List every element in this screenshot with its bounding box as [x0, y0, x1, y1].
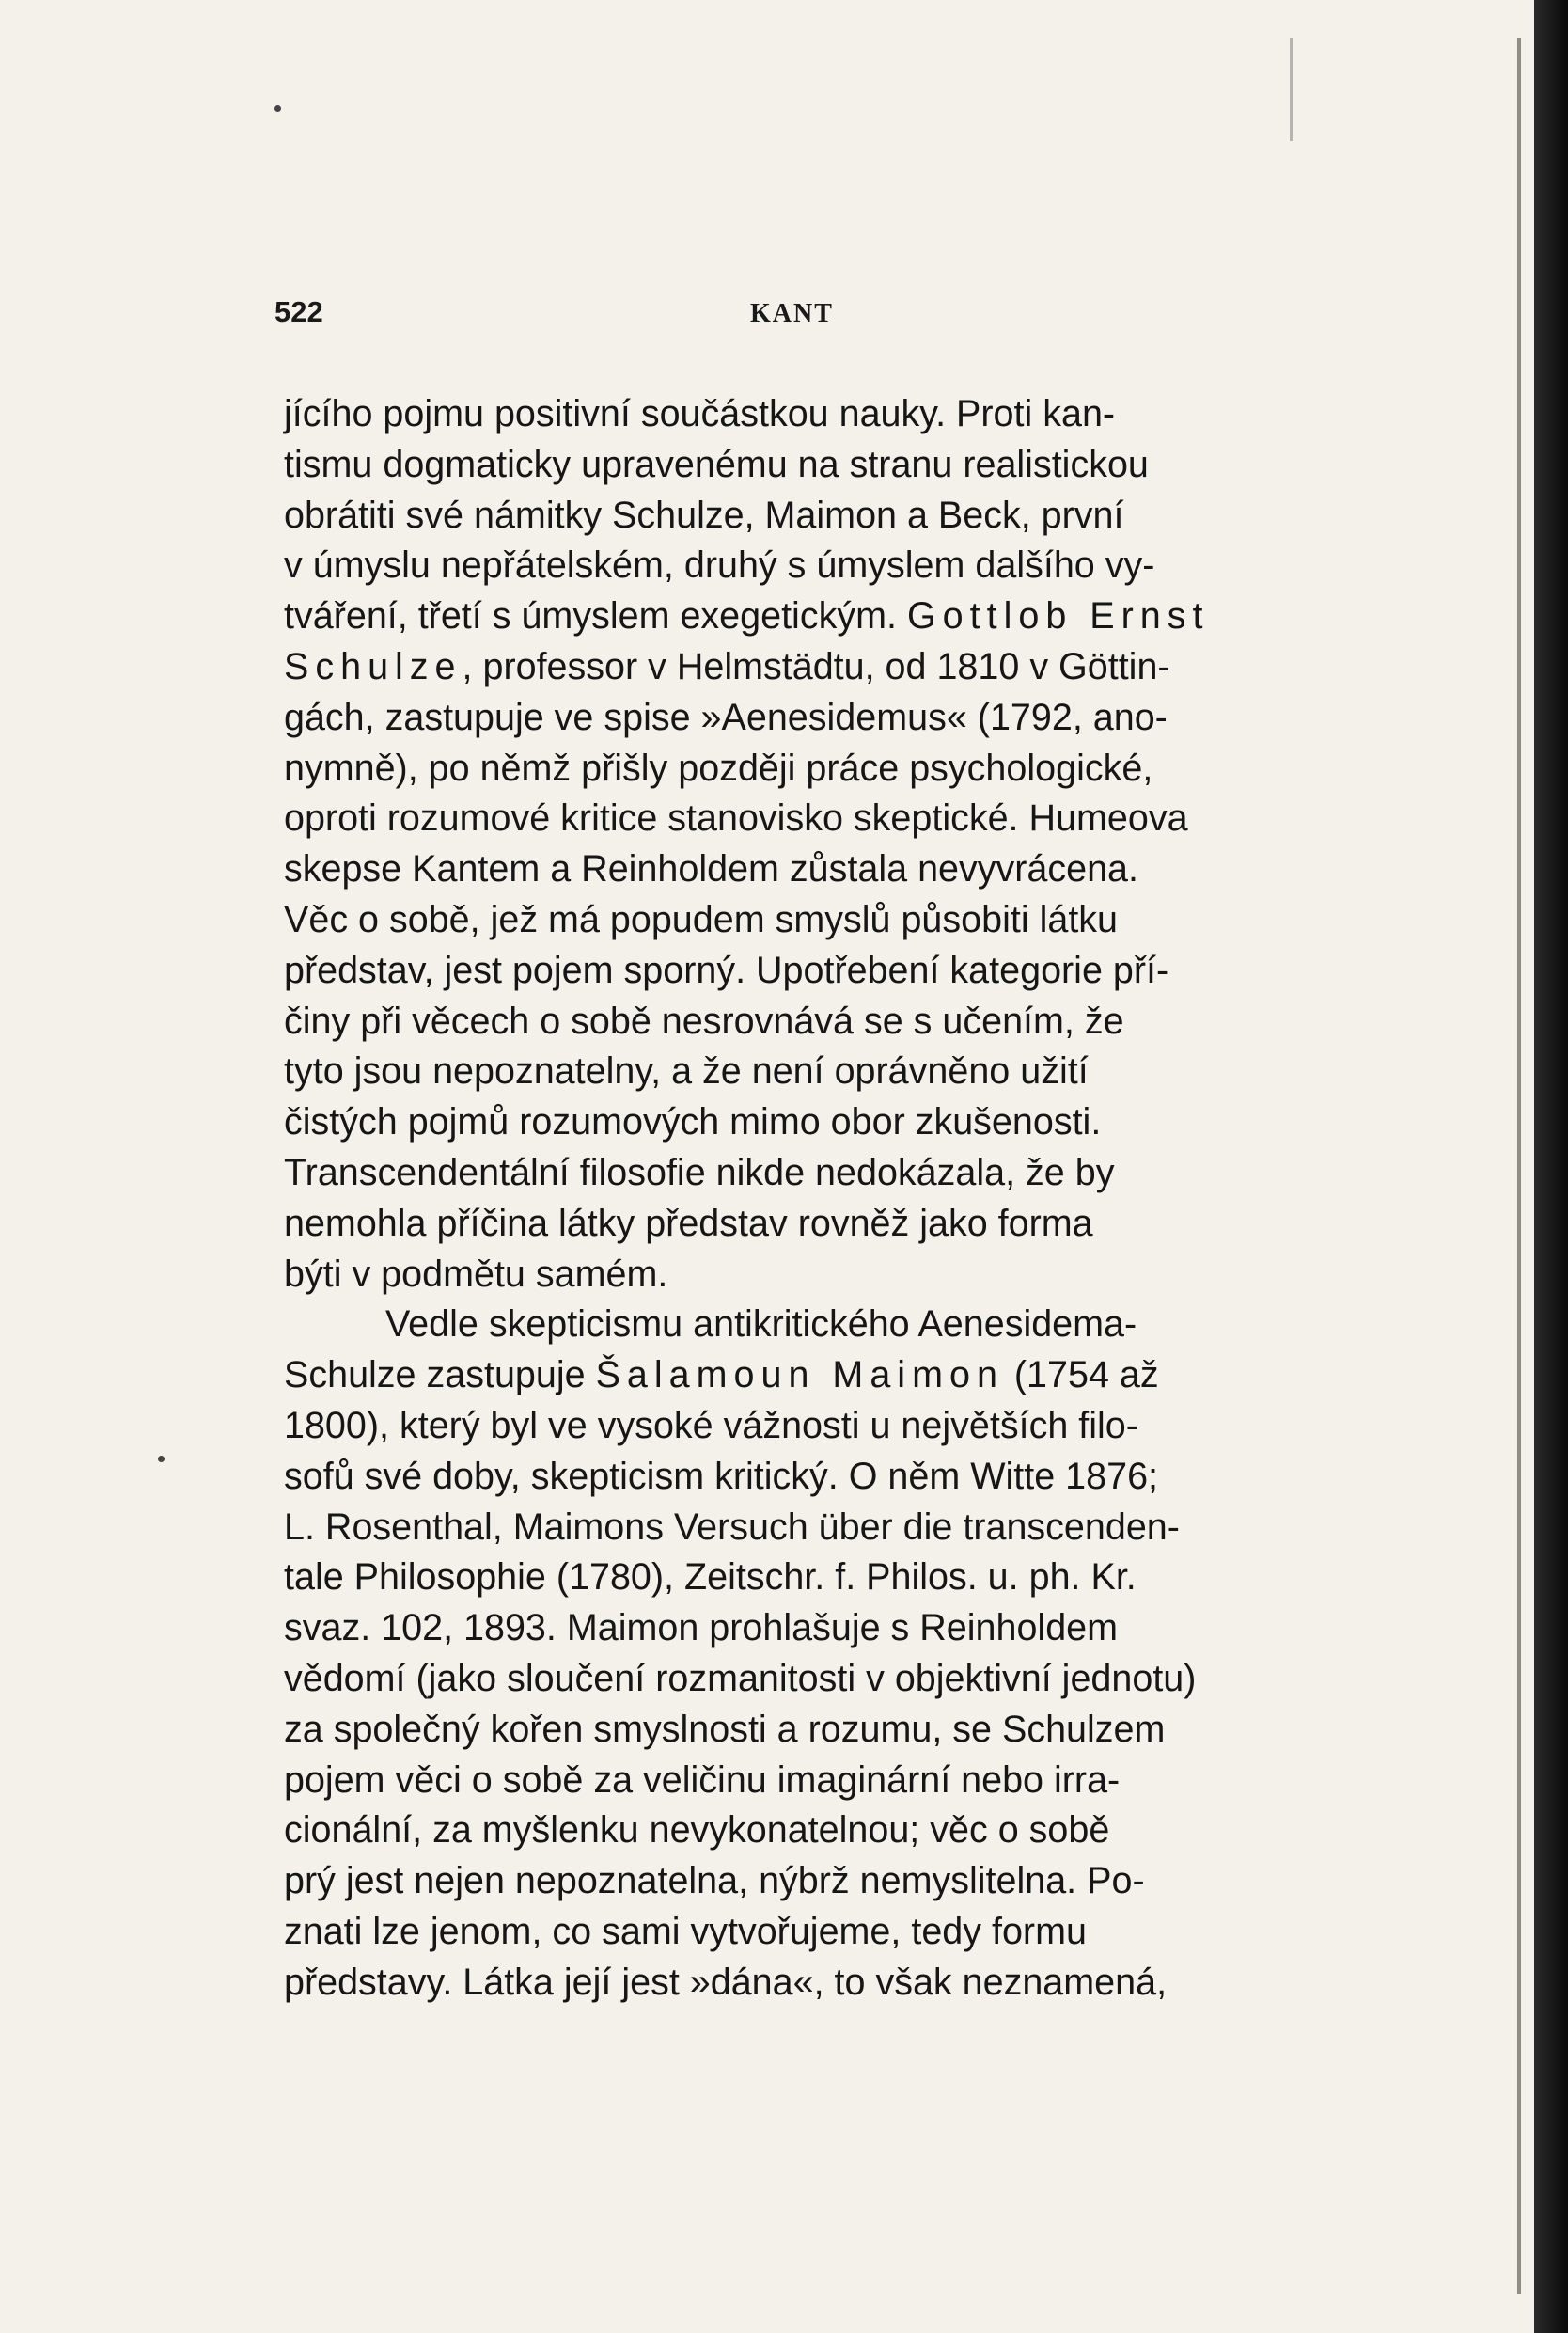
text-segment: (1754 až [1013, 1354, 1159, 1396]
text-line: cionální, za myšlenku nevykonatelnou; věc o sobě [284, 1809, 1110, 1852]
text-line: za společný kořen smyslnosti a rozumu, se Schulzem [284, 1708, 1166, 1750]
text-line: obrátiti své námitky Schulze, Maimon a Beck, první [284, 494, 1124, 536]
text-segment: tváření, třetí s úmyslem exegetickým. [284, 595, 897, 638]
person-name-gottlob-ernst: Gottlob Ernst [906, 595, 1210, 638]
text-line: Transcendentální filosofie nikde nedokázala, že by [284, 1151, 1115, 1193]
text-line: skepse Kantem a Reinholdem zůstala nevyvrácena. [284, 848, 1139, 891]
text-line: svaz. 102, 1893. Maimon prohlašuje s Reinholdem [284, 1607, 1119, 1649]
running-title: KANT [750, 299, 834, 328]
body-text [284, 389, 1324, 2009]
text-line: pojem věci o sobě za veličinu imaginární nebo irra- [284, 1758, 1121, 1801]
text-line: představy. Látka její jest »dána«, to však neznamená, [284, 1961, 1168, 2003]
page-number: 522 [274, 295, 323, 328]
text-line: býti v podmětu samém. [284, 1253, 668, 1295]
text-line: činy při věcech o sobě nesrovnává se s učením, že [284, 1000, 1124, 1042]
person-name-schulze: Schulze [284, 645, 463, 687]
text-line: nemohla příčina látky představ rovněž jako forma [284, 1202, 1093, 1244]
text-line [284, 1350, 1324, 1401]
text-line: 1800), který byl ve vysoké vážnosti u největších filo- [284, 1404, 1138, 1446]
text-line: gách, zastupuje ve spise »Aenesidemus« (1792, ano- [284, 696, 1168, 738]
page-edge-shadow [1517, 38, 1521, 2294]
paragraph-first-line: Vedle skepticismu antikritického Aenesidema- [385, 1303, 1137, 1346]
text-line [284, 591, 1324, 642]
scan-speck [158, 1456, 165, 1462]
text-line: prý jest nejen nepoznatelna, nýbrž nemyslitelna. Po- [284, 1860, 1145, 1902]
text-line: jícího pojmu positivní součástkou nauky. Proti kan- [284, 393, 1116, 434]
text-line: čistých pojmů rozumových mimo obor zkušenosti. [284, 1101, 1102, 1143]
text-line: tismu dogmaticky upravenému na stranu realistickou [284, 443, 1149, 485]
text-line: sofů své doby, skepticism kritický. O něm Witte 1876; [284, 1455, 1159, 1497]
scan-speck [274, 105, 281, 112]
text-line: tyto jsou nepoznatelny, a že není oprávněno užití [284, 1050, 1089, 1093]
text-line: znati lze jenom, co sami vytvořujeme, tedy formu [284, 1910, 1087, 1952]
text-segment: , professor v Helmstädtu, od 1810 v Göttin- [462, 645, 1170, 687]
text-line: v úmyslu nepřátelském, druhý s úmyslem dalšího vy- [284, 544, 1155, 587]
text-line: L. Rosenthal, Maimons Versuch über die transcenden- [284, 1505, 1180, 1548]
text-line: představ, jest pojem sporný. Upotřebení kategorie pří- [284, 949, 1169, 991]
scan-border [1534, 0, 1568, 2333]
text-segment: Schulze zastupuje [284, 1354, 586, 1396]
text-line: oproti rozumové kritice stanovisko skeptické. Humeova [284, 797, 1188, 840]
scan-mark [1290, 38, 1293, 141]
text-line: tale Philosophie (1780), Zeitschr. f. Philos. u. ph. Kr. [284, 1556, 1137, 1599]
text-line [284, 642, 1324, 693]
text-line: vědomí (jako sloučení rozmanitosti v objektivní jednotu) [284, 1657, 1197, 1699]
person-name-salamoun-maimon: Šalamoun Maimon [595, 1354, 1004, 1396]
text-line: Věc o sobě, jež má popudem smyslů působiti látku [284, 898, 1119, 940]
text-line: nymně), po němž přišly později práce psychologické, [284, 747, 1153, 789]
